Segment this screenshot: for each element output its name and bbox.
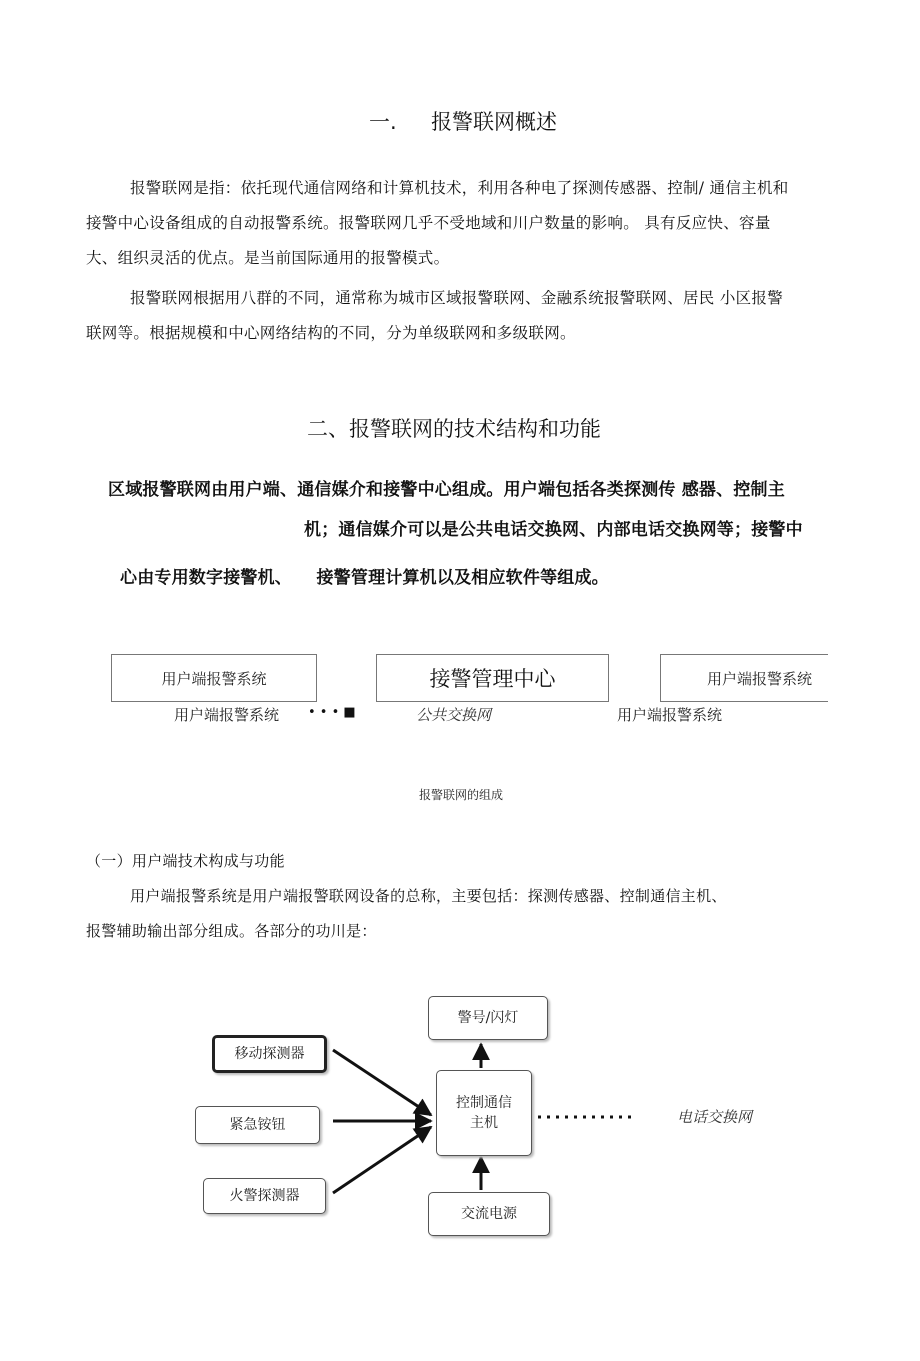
arrow-motion-to-controller bbox=[333, 1050, 431, 1115]
motion-detector-box: 移动探测器 bbox=[212, 1035, 327, 1073]
arrow-fire-to-controller bbox=[333, 1127, 431, 1193]
section1-paragraph2-line1: 报警联网根据用八群的不同，通常称为城市区域报警联网、金融系统报警联网、居民 小区报警 bbox=[130, 289, 784, 307]
fire-detector-box: 火警探测器 bbox=[203, 1178, 326, 1214]
section1-paragraph1-line3: 大、组织灵活的优点。是当前国际通用的报警模式。 bbox=[86, 249, 450, 267]
section1-title: 报警联网概述 bbox=[431, 110, 557, 134]
network-dots: • • • ■ bbox=[308, 705, 356, 720]
controller-box bbox=[436, 1070, 532, 1156]
user-alarm-system-box-right-label: 用户端报警系统 bbox=[707, 669, 813, 688]
section1-paragraph2-line2: 联网等。根据规模和中心网络结构的不同，分为单级联网和多级联网。 bbox=[86, 324, 576, 342]
user-alarm-system-box-left: 用户端报警系统 bbox=[111, 654, 317, 702]
emergency-button-box: 紧急铵钮 bbox=[195, 1106, 320, 1144]
public-exchange-network-label: 公共交换网 bbox=[416, 706, 492, 724]
section2-bold-line1: 区域报警联网由用户端、通信媒介和接警中心组成。用户端包括各类探测传 感器、控制主 bbox=[108, 480, 785, 500]
subsection1-heading: （一）用户端技术构成与功能 bbox=[86, 852, 285, 870]
subsection1-paragraph-line1: 用户端报警系统是用户端报警联网设备的总称，主要包括：探测传感器、控制通信主机、 bbox=[130, 887, 727, 905]
network-label-right: 用户端报警系统 bbox=[617, 706, 723, 724]
network-diagram-caption: 报警联网的组成 bbox=[419, 788, 504, 802]
controller-label-line1: 控制通信 bbox=[456, 1095, 512, 1111]
alarm-management-center-box: 接警管理中心 bbox=[376, 654, 609, 702]
phone-network-label: 电话交换网 bbox=[677, 1108, 753, 1126]
subsection1-paragraph-line2: 报警辅助输出部分组成。各部分的功川是： bbox=[86, 922, 377, 940]
section1-number: 一. bbox=[369, 110, 397, 134]
section1-paragraph1-line2: 接警中心设备组成的自动报警系统。报警联网几乎不受地域和川户数量的影响。 具有反应快、容量 bbox=[86, 214, 771, 232]
section1-paragraph1-line1: 报警联网是指：依托现代通信网络和计算机技术，利用各种电了探测传感器、控制/ 通信主机和 bbox=[130, 179, 789, 197]
controller-label-line2: 主机 bbox=[470, 1115, 498, 1131]
section2-bold-line3: 心由专用数字接警机、 接警管理计算机以及相应软件等组成。 bbox=[120, 568, 609, 588]
section2-title: 二、报警联网的技术结构和功能 bbox=[307, 417, 601, 441]
section2-bold-line2: 机；通信媒介可以是公共电话交换网、内部电话交换网等；接警中 bbox=[304, 520, 803, 540]
alarm-light-box: 警号/闪灯 bbox=[428, 996, 548, 1040]
power-supply-box: 交流电源 bbox=[428, 1192, 550, 1236]
network-label-left: 用户端报警系统 bbox=[174, 706, 280, 724]
